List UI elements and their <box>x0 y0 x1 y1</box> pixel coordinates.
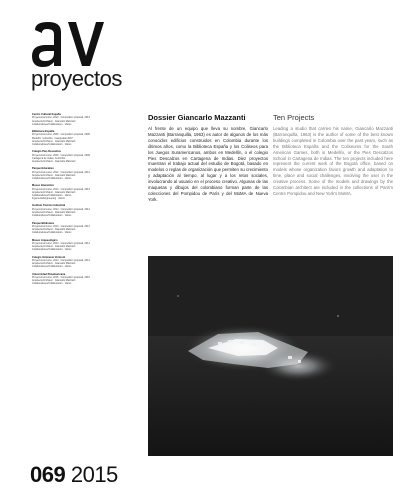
credit-line: Colaboradores/Collaborators · Varios <box>32 122 72 126</box>
av-logo <box>30 20 110 70</box>
credit-line: Proyecto/concurso, 2014 · Competition proposal, 2014 <box>32 241 90 245</box>
credit-title: Colegio Pies Descalzos <box>32 150 61 154</box>
article-spanish <box>148 113 268 203</box>
credit-line: Ingeniería/Engineering · Varios <box>32 197 65 201</box>
article-english <box>273 113 393 197</box>
credit-entry <box>32 239 132 252</box>
credit-title: Biblioteca España <box>32 130 55 134</box>
credit-line: Proyecto/concurso, 2005 · Competition proposal, 2005 <box>32 133 90 137</box>
credit-line: Proyecto/concurso, 2013 · Competition proposal, 2013 <box>32 116 90 120</box>
credit-line: Proyecto/concurso, 2014 · Competition proposal, 2014 <box>32 224 90 228</box>
issue-year: 2015 <box>70 462 118 487</box>
credit-entry <box>32 130 132 146</box>
credit-line: Arquitecto/Architect · Giancarlo Mazzanti <box>32 245 76 249</box>
credit-line: Colaboradores/Collaborators · Varios <box>32 214 72 218</box>
credit-title: Parque Biblioteca <box>32 221 54 225</box>
credit-line: Arquitecto/Architect · Giancarlo Mazzanti <box>32 279 76 283</box>
credit-entry <box>32 184 132 200</box>
masthead-subtitle: proyectos <box>31 66 122 91</box>
credit-line: Colaboradores/Collaborators · Varios <box>32 282 72 286</box>
issue-num: 069 <box>30 462 66 487</box>
credit-line: Proyecto/concurso, 2013 · Competition proposal, 2013 <box>32 187 90 191</box>
credit-line: Colaboradores/Collaborators · Varios <box>32 265 72 269</box>
credits-sidebar <box>32 113 132 453</box>
credit-title: Instituto Técnico Industrial <box>32 204 66 208</box>
credit-entry <box>32 150 132 163</box>
credit-line: Arquitecto/Architect · Giancarlo Mazzanti <box>32 173 76 177</box>
credit-entry <box>32 167 132 180</box>
credit-line: Arquitecto/Architect · Giancarlo Mazzanti <box>32 228 76 232</box>
credit-line: Arquitecto/Architect · Giancarlo Mazzanti <box>32 139 76 143</box>
credit-entry <box>32 113 132 126</box>
credit-line: Proyecto/concurso, 2014 · Competition proposal, 2014 <box>32 207 90 211</box>
credit-title: Colegio Gimnasio Vermont <box>32 255 66 259</box>
credit-line: Arquitecto/Architect · Giancarlo Mazzanti <box>32 160 76 164</box>
credit-entry <box>32 273 132 286</box>
credit-line: Arquitecto/Architect · Giancarlo Mazzanti <box>32 190 76 194</box>
credit-entry <box>32 256 132 269</box>
credit-line: Colaboradores/Collaborators · Varios <box>32 143 72 147</box>
article-body-en: Leading a studio that carries his name, Giancarlo Mazzanti (Barranquilla, 1963) is the author of some of the best known buildings completed in Colombia over the past years, such as the Biblioteca España and the Coliseums for the South American Games, both in Medellín, or the Pies Descalzos School in Cartagena de Indias. The ten projects included here represent the current work of the Bogotá office, based on models whose organization favors growth and adaptation to time, place and social challenges, involving the user in the creative process. Some of the models and drawings by the Colombian architect are included in the collections of Paris's Centre Pompidou and New York's MoMA. <box>273 126 393 196</box>
credit-line: Colaboradores/Collaborators · Varios <box>32 194 72 198</box>
credit-line: Arquitecto/Architect · Giancarlo Mazzanti <box>32 119 76 123</box>
credit-title: Museo Interactivo <box>32 184 55 188</box>
credit-line: Cartagena de Indias, Colombia <box>32 156 65 160</box>
credit-title: Parque Educativo <box>32 167 54 171</box>
cover-photo-night-model <box>148 256 393 456</box>
credit-entry <box>32 204 132 217</box>
credit-title: Museo Arqueológico <box>32 238 58 242</box>
credit-line: Proyecto/concurso, 2012 · Competition proposal, 2012 <box>32 170 90 174</box>
issue-number <box>30 462 118 488</box>
credit-line: Proyecto/concurso, 2009 · Competition proposal, 2009 <box>32 153 90 157</box>
credit-line: Colaboradores/Collaborators · Varios <box>32 248 72 252</box>
credit-entry <box>32 222 132 235</box>
credit-line: Arquitecto/Architect · Giancarlo Mazzanti <box>32 262 76 266</box>
credit-line: Proyecto/concurso, 2015 · Competition proposal, 2015 <box>32 275 90 279</box>
credit-line: Colaboradores/Collaborators · Varios <box>32 177 72 181</box>
credit-title: Centro Cultural España <box>32 113 61 116</box>
credit-line: Colaboradores/Collaborators · Varios <box>32 231 72 235</box>
article-title-en: Ten Projects <box>273 113 315 122</box>
article-body-es: Al frente de un equipo que lleva su nombre, Giancarlo Mazzanti (Barranquilla, 1963) es autor de algunos de los más conocidos edificios construidos en Colombia durante los últimos años, como la Biblioteca España y los Coliseos para los Juegos Suramericanos, ambos en Medellín, o el colegio Pies Descalzos en Cartagena de Indias. Diez proyectos muestran el trabajo actual del estudio de Bogotá, basado en modelos o reglas de organización que permiten su crecimiento y adaptación al tiempo, al lugar y a los retos sociales, involucrando al usuario en el proceso creativo. Algunas de las maquetas y dibujos del colombiano forman parte de las colecciones del Pompidou de París y del MoMA de Nueva York. <box>148 126 268 202</box>
credit-line: Arquitecto/Architect · Giancarlo Mazzanti <box>32 211 76 215</box>
credit-title: Universidad Panamericana <box>32 272 66 276</box>
credit-line: Medellín, Colombia · Inaugurado 2007 <box>32 136 73 140</box>
article-title-es: Dossier Giancarlo Mazzanti <box>148 113 246 122</box>
credit-line: Proyecto/concurso, 2014 · Competition proposal, 2014 <box>32 258 90 262</box>
